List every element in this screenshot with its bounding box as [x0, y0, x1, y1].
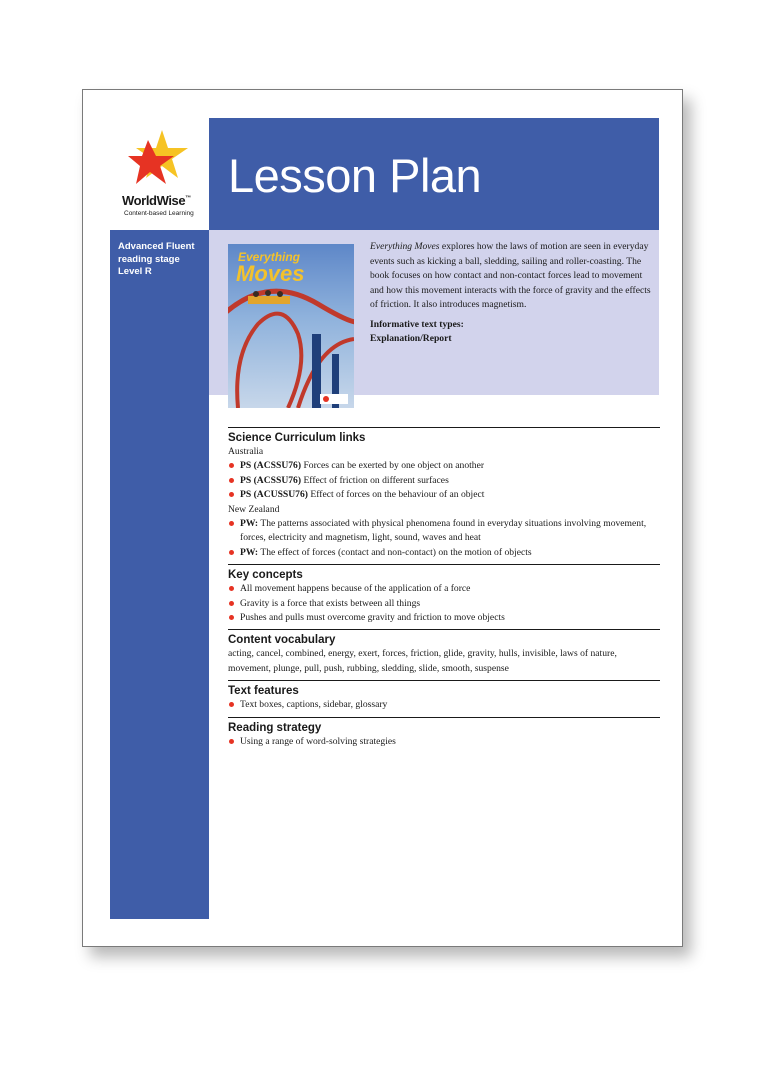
- book-title: Everything Moves: [370, 241, 440, 252]
- book-cover: [228, 244, 354, 408]
- text-types-value: Explanation/Report: [370, 332, 452, 344]
- lesson-plan-page: [82, 89, 683, 947]
- page-title: Lesson Plan: [228, 149, 482, 202]
- reading-level: Level R: [118, 266, 152, 277]
- list-item: All movement happens because of the application of a force: [228, 582, 660, 596]
- list-item: [228, 474, 660, 488]
- text-types: [370, 318, 655, 346]
- cover-title-line-2: Moves: [236, 261, 305, 286]
- section-title: Key concepts: [228, 569, 303, 582]
- brand-tagline: Content-based Learning: [124, 210, 194, 217]
- stage-line-2: reading stage: [118, 253, 180, 265]
- summary-paragraph: [370, 240, 655, 313]
- star-logo-icon: [128, 128, 192, 192]
- key-concepts-section: [228, 564, 660, 629]
- section-title: Content vocabulary: [228, 634, 336, 647]
- region-label: New Zealand: [228, 503, 280, 515]
- brand-name: WorldWise: [122, 193, 186, 208]
- list-item-text: Effect of friction on different surfaces: [301, 474, 449, 486]
- lesson-sections: [228, 427, 660, 753]
- curriculum-code: PW:: [240, 546, 259, 558]
- title-banner: [209, 118, 659, 230]
- curriculum-code: PW:: [240, 518, 259, 530]
- reading-strategy-section: [228, 717, 660, 753]
- list-item: [228, 517, 660, 546]
- section-title: Reading strategy: [228, 721, 322, 734]
- summary-text: explores how the laws of motion are seen in everyday events such as kicking a ball, sledding, sailing and roller-coasting. The book focuses on how contact and non-contact forces lead to movement and how this movement interacts with the force of gravity and the effects of friction. It also introduces magnetism.: [370, 241, 651, 311]
- sidebar: [110, 118, 209, 919]
- stage-line-1: Advanced Fluent: [118, 241, 195, 252]
- list-item: Gravity is a force that exists between all things: [228, 597, 660, 611]
- vocabulary-list: acting, cancel, combined, energy, exert, forces, friction, glide, gravity, hulls, invisible, laws of nature, movement, plunge, pull, push, rubbing, sledding, slide, smooth, suspense: [228, 648, 617, 674]
- cover-title-line-1: Everything: [238, 250, 301, 264]
- list-item: Using a range of word-solving strategies: [228, 735, 660, 749]
- reading-stage: [118, 241, 206, 279]
- list-item: Pushes and pulls must overcome gravity and friction to move objects: [228, 611, 660, 625]
- vocabulary-section: [228, 629, 660, 680]
- list-item: [228, 488, 660, 502]
- list-item: [228, 459, 660, 473]
- list-item-text: The effect of forces (contact and non-contact) on the motion of objects: [258, 546, 532, 558]
- curriculum-section: [228, 427, 660, 564]
- worldwise-logo: [110, 118, 209, 230]
- list-item-text: Effect of forces on the behaviour of an object: [307, 489, 485, 501]
- section-title: Text features: [228, 685, 299, 698]
- section-title: Science Curriculum links: [228, 432, 366, 444]
- text-features-section: [228, 680, 660, 716]
- book-summary: [370, 240, 655, 346]
- region-label: Australia: [228, 446, 264, 457]
- curriculum-code: PS (ACSSU76): [240, 474, 302, 486]
- list-item: Text boxes, captions, sidebar, glossary: [228, 698, 660, 712]
- list-item-text: The patterns associated with physical phenomena found in everyday situations involving movement, forces, electricity and magnetism, light, sound, waves and heat: [240, 518, 647, 544]
- curriculum-code: PS (ACSSU76): [240, 460, 302, 472]
- list-item-text: Forces can be exerted by one object on another: [301, 460, 485, 472]
- list-item: [228, 546, 660, 560]
- brand-tm: ™: [185, 195, 191, 202]
- text-types-label: Informative text types:: [370, 318, 464, 330]
- curriculum-code: PS (ACUSSU76): [240, 489, 308, 501]
